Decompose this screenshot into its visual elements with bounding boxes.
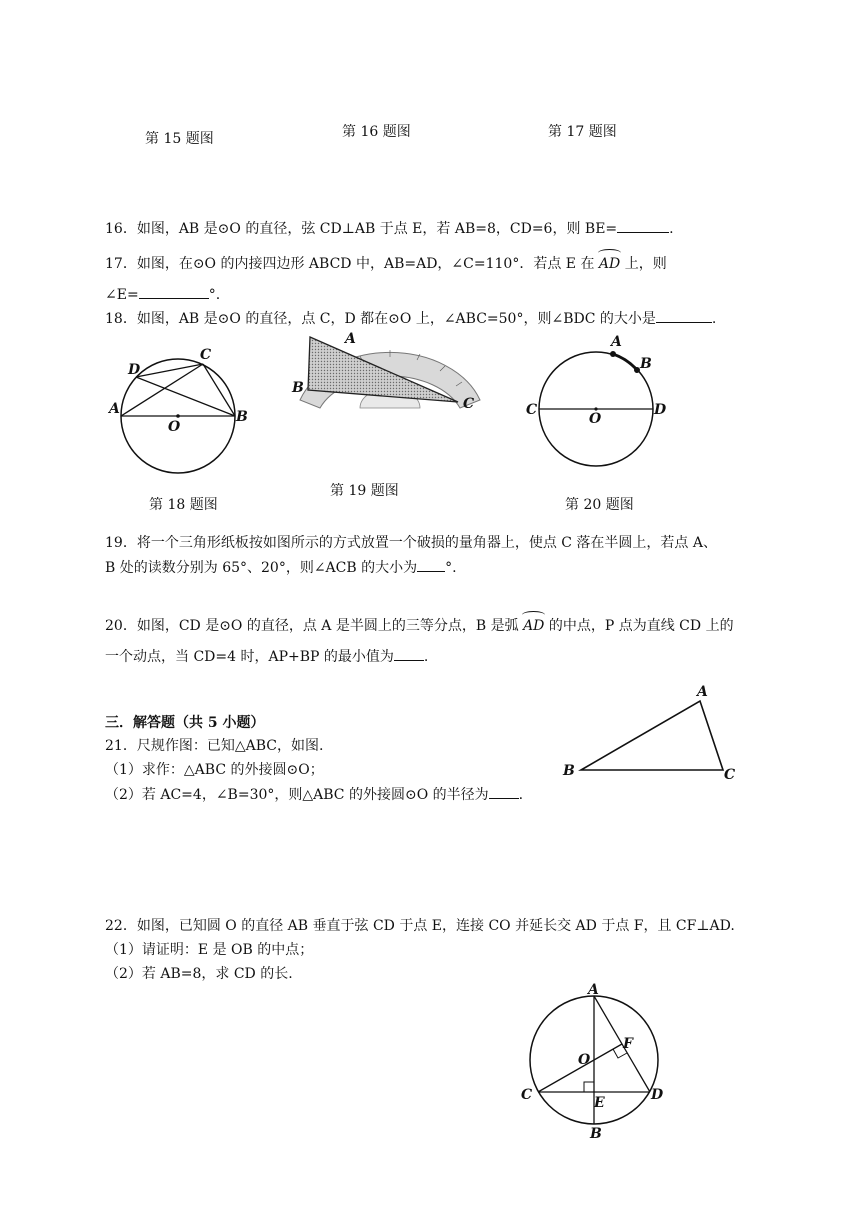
question-20-line2	[105, 646, 428, 667]
fig18-label-d: D	[128, 362, 141, 378]
answer-blank-21	[489, 784, 519, 799]
question-16-end: .	[669, 221, 674, 237]
question-16	[105, 218, 674, 239]
question-17-line2	[105, 284, 220, 305]
fig22-label-b: B	[590, 1126, 602, 1142]
figure-22	[510, 982, 690, 1144]
arc-ad-20: AD	[523, 618, 545, 634]
fig21-label-a: A	[697, 684, 708, 700]
question-18	[105, 308, 716, 329]
question-19-line2	[105, 557, 457, 578]
fig22-label-d: D	[651, 1087, 664, 1103]
question-21-end: .	[518, 787, 524, 803]
answer-blank-20	[394, 646, 424, 661]
caption-fig19: 第 19 题图	[330, 483, 399, 499]
fig20-label-a: A	[611, 334, 622, 350]
answer-blank-18	[656, 308, 712, 323]
question-18-text: 18．如图，AB 是⊙O 的直径，点 C，D 都在⊙O 上，∠ABC=50°，则∠BDC 的大小是	[105, 311, 656, 327]
answer-blank-17	[139, 284, 209, 299]
fig19-label-b: B	[292, 380, 304, 396]
fig20-label-o: O	[589, 411, 602, 427]
question-17-text-c: ∠E=	[105, 287, 139, 303]
question-20-text-b: 的中点，P 点为直线 CD 上的	[548, 618, 734, 634]
arc-ad-17: AD	[598, 256, 621, 272]
question-20-line1	[105, 616, 734, 636]
question-17-text: 17．如图，在⊙O 的内接四边形 ABCD 中，AB=AD，∠C=110°．若点 E 在	[105, 256, 595, 272]
question-19-end: °.	[445, 560, 457, 576]
caption-fig17: 第 17 题图	[548, 124, 617, 140]
question-22-line2: （1）请证明：E 是 OB 的中点；	[105, 942, 314, 958]
fig18-label-b: B	[236, 409, 248, 425]
fig18-label-c: C	[200, 347, 212, 363]
question-17-end: °.	[208, 287, 221, 303]
section-3-title: 三．解答题（共 5 小题）	[105, 715, 265, 731]
question-20-text: 一个动点，当 CD=4 时，AP+BP 的最小值为	[105, 649, 394, 665]
question-18-end: .	[711, 311, 717, 327]
fig22-label-o: O	[578, 1052, 591, 1068]
caption-fig15: 第 15 题图	[145, 131, 214, 147]
fig18-center-dot	[176, 414, 180, 418]
question-20-text-a: 20．如图，CD 是⊙O 的直径，点 A 是半圆上的三等分点，B 是弧	[105, 618, 519, 634]
question-21-line3	[105, 784, 523, 805]
fig22-label-f: F	[623, 1036, 633, 1052]
fig21-label-b: B	[563, 763, 575, 779]
question-17-text-b: 上，则	[624, 256, 667, 272]
question-22-line3: （2）若 AB=8，求 CD 的长.	[105, 966, 293, 982]
fig20-label-d: D	[654, 402, 667, 418]
fig18-label-o: O	[168, 419, 181, 435]
figure-19	[290, 330, 490, 420]
answer-blank-19	[417, 557, 445, 572]
caption-fig18: 第 18 题图	[149, 497, 218, 513]
fig18-label-a: A	[109, 401, 120, 417]
caption-fig20: 第 20 题图	[565, 497, 634, 513]
question-21-line2: （1）求作：△ABC 的外接圆⊙O；	[105, 762, 324, 778]
fig21-label-c: C	[724, 767, 736, 782]
question-22-line1: 22．如图，已知圆 O 的直径 AB 垂直于弦 CD 于点 E，连接 CO 并延长交 AD 于点 F，且 CF⊥AD.	[105, 918, 735, 934]
caption-fig16: 第 16 题图	[342, 124, 411, 140]
fig18-chord-cb	[203, 364, 235, 416]
figure-20	[520, 332, 680, 472]
figure-21	[558, 682, 748, 782]
fig19-label-a: A	[345, 331, 356, 347]
question-19-line1: 19．将一个三角形纸板按如图所示的方式放置一个破损的量角器上，使点 C 落在半圆上，若点 A、	[105, 535, 717, 551]
fig20-label-c: C	[526, 402, 538, 418]
answer-blank-16	[617, 218, 669, 233]
fig22-label-c: C	[521, 1087, 533, 1103]
question-17	[105, 254, 667, 274]
fig19-label-c: C	[463, 396, 475, 412]
fig22-right-angle-e	[584, 1082, 594, 1092]
fig21-triangle-abc	[581, 701, 723, 770]
question-21-line1: 21．尺规作图：已知△ABC，如图.	[105, 738, 324, 754]
fig20-arc-ab	[613, 354, 637, 370]
fig20-label-b: B	[640, 356, 652, 372]
fig22-label-e: E	[594, 1095, 605, 1111]
question-21-text: （2）若 AC=4，∠B=30°，则△ABC 的外接圆⊙O 的半径为	[105, 787, 489, 803]
fig22-label-a: A	[588, 982, 599, 998]
question-20-end: .	[423, 649, 429, 665]
question-16-text: 16．如图，AB 是⊙O 的直径，弦 CD⊥AB 于点 E，若 AB=8，CD=6，则 BE=	[105, 221, 618, 237]
fig20-point-a	[610, 351, 616, 357]
question-19-text: B 处的读数分别为 65°、20°，则∠ACB 的大小为	[105, 560, 418, 576]
figure-18	[100, 340, 260, 480]
